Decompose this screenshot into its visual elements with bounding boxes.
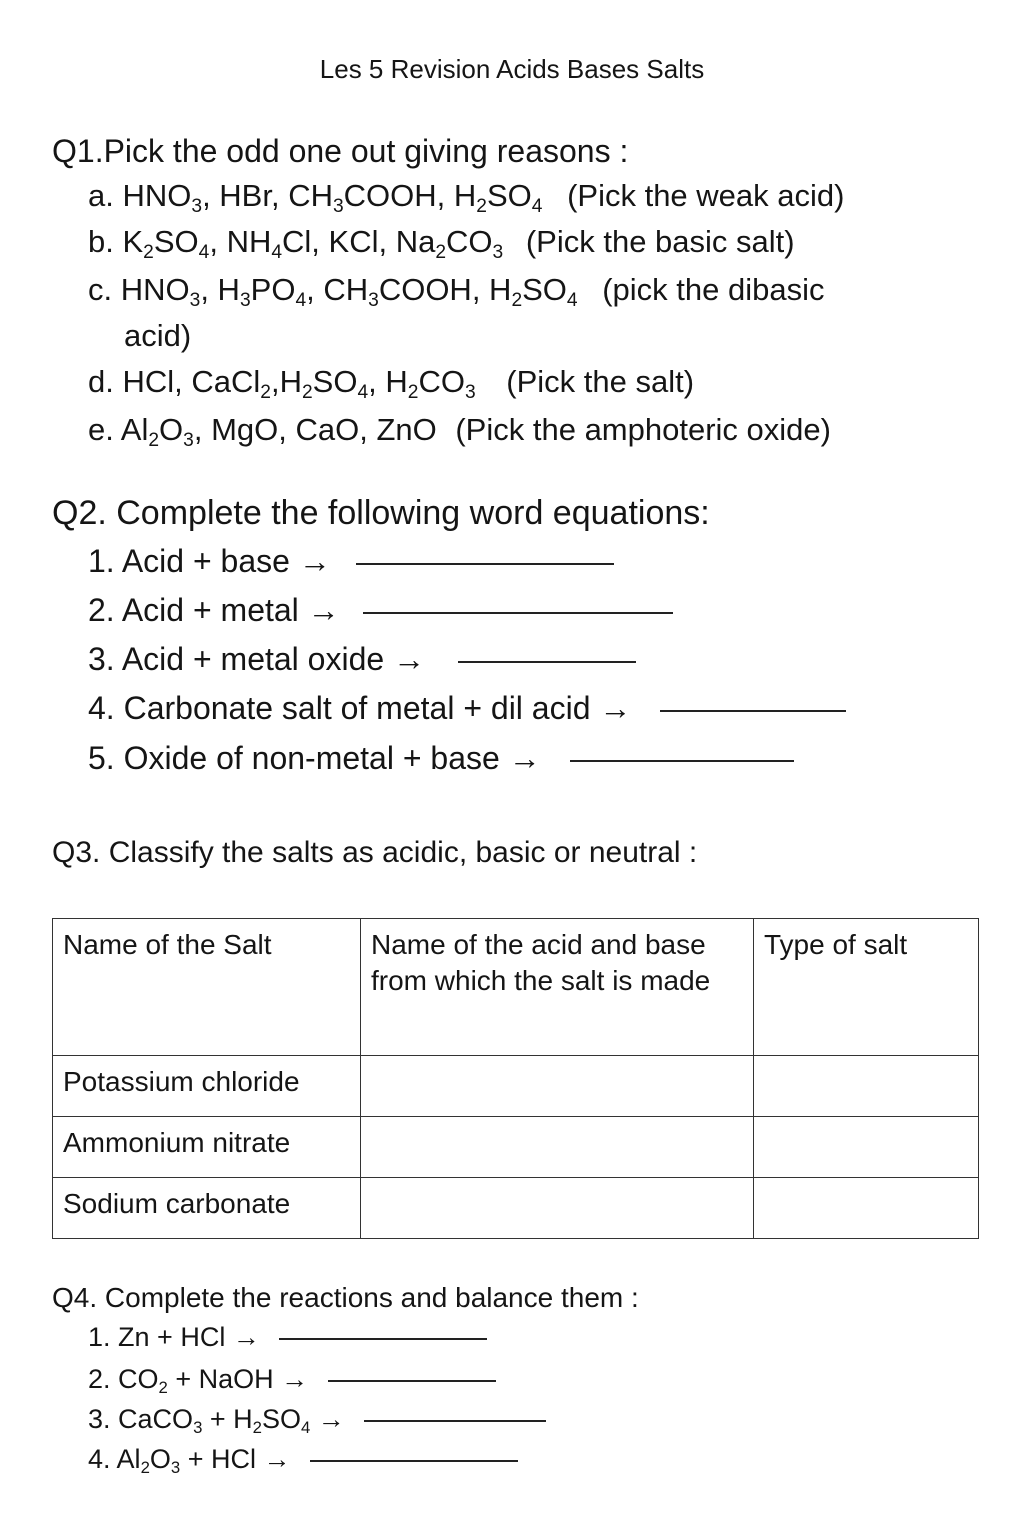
q1-item-d-note: (Pick the salt) — [506, 364, 695, 399]
table-cell-type[interactable] — [754, 1117, 979, 1178]
q2-item-1: 1. Acid + base → — [88, 543, 614, 580]
q1-item-b: b. $K_2SO_4$, $NH_4Cl$, KCl, $Na_2CO_3$ (Pick the basic salt) — [88, 224, 795, 263]
answer-blank — [458, 660, 636, 663]
table-cell-salt: Potassium chloride — [53, 1056, 361, 1117]
q1-item-d: d. HCl, $CaCl_2,H_2SO_4$, $H_2CO_3$ (Pick the salt) — [88, 364, 695, 403]
answer-blank — [364, 1419, 546, 1422]
q1-item-e-note: (Pick the amphoteric oxide) — [455, 412, 831, 447]
q3-heading: Q3. Classify the salts as acidic, basic or neutral : — [52, 836, 698, 869]
q1-item-a: a. $HNO_3$, HBr, $CH_3COOH$, $H_2SO_4$ (Pick the weak acid) — [88, 178, 845, 217]
worksheet-title: Les 5 Revision Acids Bases Salts — [319, 54, 705, 84]
q1-item-b-note: (Pick the basic salt) — [525, 224, 795, 259]
q1-item-c-note: (pick the dibasic — [602, 272, 825, 307]
answer-blank — [570, 759, 794, 762]
q1-item-a-note: (Pick the weak acid) — [567, 178, 845, 213]
table-header-acid-base: Name of the acid and base from which the salt is made — [361, 919, 754, 1056]
q2-heading: Q2. Complete the following word equations: — [52, 494, 710, 532]
q4-heading: Q4. Complete the reactions and balance them : — [52, 1282, 639, 1313]
q4-item-1: 1. Zn + HCl → — [88, 1322, 487, 1353]
q4-item-3: 3. CaCO$_3$ + $H_2SO_4$ → — [88, 1404, 546, 1435]
answer-blank — [328, 1379, 496, 1382]
q4-item-4: 4. $Al_2O_3$ + HCl → — [88, 1444, 518, 1475]
table-header-type: Type of salt — [754, 919, 979, 1056]
table-cell-acid-base[interactable] — [361, 1117, 754, 1178]
q1-item-c-note-cont: acid) — [124, 318, 192, 353]
q2-item-2: 2. Acid + metal → — [88, 592, 673, 629]
q1-item-c-formula: $HNO_3$, $H_3PO_4$, $CH_3COOH$, $H_2SO_4$ — [120, 272, 578, 311]
q1-item-c: c. $HNO_3$, $H_3PO_4$, $CH_3COOH$, $H_2SO_4$ (pick the dibasic — [88, 272, 825, 311]
table-header-salt: Name of the Salt — [53, 919, 361, 1056]
q1-item-d-formula: HCl, $CaCl_2,H_2SO_4$, $H_2CO_3$ — [122, 364, 476, 403]
table-row — [53, 1117, 979, 1178]
table-cell-salt: Ammonium nitrate — [53, 1117, 361, 1178]
table-cell-type[interactable] — [754, 1178, 979, 1239]
table-row — [53, 1056, 979, 1117]
q1-item-b-formula: $K_2SO_4$, $NH_4Cl$, KCl, $Na_2CO_3$ — [122, 224, 504, 263]
answer-blank — [310, 1459, 518, 1462]
answer-blank — [279, 1337, 487, 1340]
q1-item-e: e. $Al_2O_3$, MgO, CaO, ZnO (Pick the amphoteric oxide) — [88, 412, 831, 451]
table-header-row — [53, 919, 979, 1056]
table-cell-salt: Sodium carbonate — [53, 1178, 361, 1239]
q2-item-3: 3. Acid + metal oxide → — [88, 641, 636, 678]
q1-item-a-formula: $HNO_3$, HBr, $CH_3COOH$, $H_2SO_4$ — [122, 178, 543, 217]
q2-item-5: 5. Oxide of non-metal + base → — [88, 740, 794, 777]
q2-item-4: 4. Carbonate salt of metal + dil acid → — [88, 690, 846, 727]
table-cell-acid-base[interactable] — [361, 1178, 754, 1239]
answer-blank — [363, 611, 673, 614]
q1-heading: Q1.Pick the odd one out giving reasons : — [52, 133, 629, 169]
q1-item-e-formula: $Al_2O_3$, MgO, CaO, ZnO — [120, 412, 437, 451]
table-row — [53, 1178, 979, 1239]
answer-blank — [356, 562, 614, 565]
answer-blank — [660, 709, 846, 712]
table-cell-acid-base[interactable] — [361, 1056, 754, 1117]
salt-classification-table — [52, 918, 979, 1239]
q4-item-2: 2. $CO_2$ + NaOH → — [88, 1364, 496, 1395]
table-cell-type[interactable] — [754, 1056, 979, 1117]
